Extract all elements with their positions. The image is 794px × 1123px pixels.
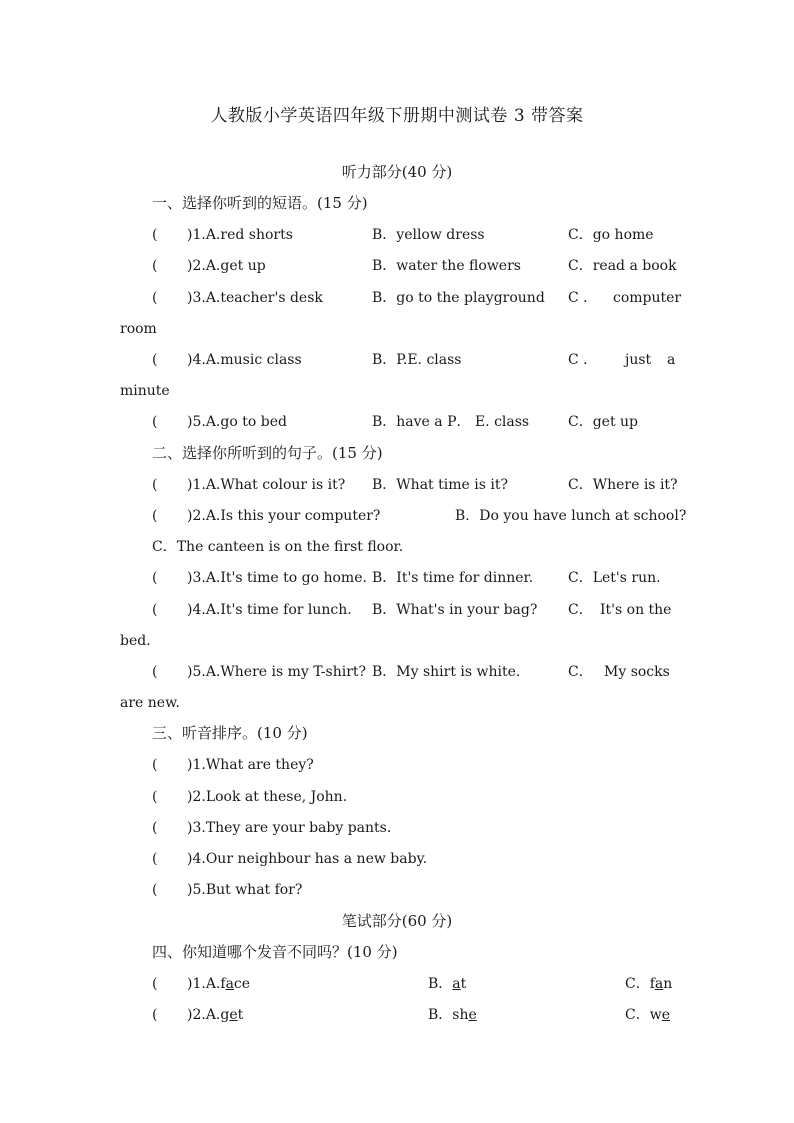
answer-bracket[interactable]: ( [152,820,158,836]
s4-question-1 [0,974,794,994]
option-c: C．fan [625,976,673,992]
option-a: )1.A.red shorts [187,227,293,243]
option-b: B．water the flowers [372,258,521,274]
s2-question-4 [0,600,794,620]
underlined-letter: e [229,1007,238,1023]
answer-bracket[interactable]: ( [152,258,158,274]
option-b: B．P.E. class [372,352,462,368]
listening-part-heading: 听力部分(40 分) [341,163,453,181]
option-c-letter: C ． [568,352,598,368]
option-a: )3.A.teacher's desk [187,290,323,306]
option-b: B．she [428,1007,477,1023]
option-c-text: just [625,352,652,368]
s2-question-4-wrap [0,631,794,651]
option-c-text: computer [613,290,682,306]
option-b: B．What's in your bag? [372,602,538,618]
answer-bracket[interactable]: ( [152,477,158,493]
option-b: B．go to the playground [372,290,545,306]
s1-question-3-wrap [0,319,794,339]
written-part-heading: 笔试部分(60 分) [341,912,453,930]
option-c: C．we [625,1007,670,1023]
answer-bracket[interactable]: ( [152,851,158,867]
option-b: B．have a P． E. class [372,414,530,430]
answer-bracket[interactable]: ( [152,664,158,680]
option-c: C．get up [568,414,639,430]
option-c-continued: bed. [120,633,151,649]
option-c-continued: are new. [120,695,180,711]
answer-bracket[interactable]: ( [152,227,158,243]
option-c-letter: C ． [568,290,598,306]
option-c: C．Where is it? [568,477,678,493]
option-b: B．My shirt is white. [372,664,521,680]
s1-question-1 [0,225,794,245]
option-c-letter: C． [568,664,593,680]
section2-heading: 二、选择你所听到的句子。(15 分) [152,444,383,462]
answer-bracket[interactable]: ( [152,508,158,524]
s1-question-5 [0,412,794,432]
s2-question-3 [0,568,794,588]
s3-item-2 [0,787,794,807]
s4-question-2 [0,1005,794,1025]
answer-bracket[interactable]: ( [152,414,158,430]
answer-bracket[interactable]: ( [152,290,158,306]
s3-item-3 [0,818,794,838]
option-a: )4.A.music class [187,352,302,368]
s2-question-2 [0,506,794,526]
option-c: C．The canteen is on the first floor. [152,539,404,555]
option-b: B．Do you have lunch at school? [455,508,687,524]
option-b: B．It's time for dinner. [372,570,534,586]
section3-heading: 三、听音排序。(10 分) [152,724,308,742]
section1-heading: 一、选择你听到的短语。(15 分) [152,194,368,212]
underlined-letter: a [452,976,461,992]
option-a: )2.A.get up [187,258,266,274]
underlined-letter: a [225,976,234,992]
section4-heading: 四、你知道哪个发音不同吗？(10 分) [152,943,398,961]
underlined-letter: a [654,976,664,992]
answer-bracket[interactable]: ( [152,976,158,992]
sentence: )2.Look at these, John. [187,789,348,805]
sentence: )5.But what for? [187,882,303,898]
answer-bracket[interactable]: ( [152,882,158,898]
sentence: )4.Our neighbour has a new baby. [187,851,428,867]
option-a: )1.A.What colour is it? [187,477,346,493]
option-a: )4.A.It's time for lunch. [187,602,352,618]
s2-question-2-wrap [0,537,794,557]
option-c: C．read a book [568,258,677,274]
option-a: )3.A.It's time to go home. [187,570,367,586]
option-b: B．at [428,976,467,992]
option-c-text: It's on the [600,602,672,618]
option-b: B．What time is it? [372,477,508,493]
s2-question-5-wrap [0,693,794,713]
option-a: )2.A.Is this your computer? [187,508,381,524]
s2-question-5 [0,662,794,682]
option-a: )5.A.Where is my T-shirt? [187,664,367,680]
s3-item-5 [0,880,794,900]
sentence: )1.What are they? [187,757,314,773]
answer-bracket[interactable]: ( [152,757,158,773]
option-b: B．yellow dress [372,227,485,243]
document-title: 人教版小学英语四年级下册期中测试卷 3 带答案 [210,106,584,126]
s3-item-1 [0,755,794,775]
s1-question-4-wrap [0,381,794,401]
s1-question-3 [0,288,794,308]
s2-question-1 [0,475,794,495]
option-a: )1.A.face [187,976,251,992]
underlined-letter: e [468,1007,477,1023]
option-c-text-end: a [667,352,676,368]
option-c-text: My socks [604,664,670,680]
answer-bracket[interactable]: ( [152,352,158,368]
answer-bracket[interactable]: ( [152,602,158,618]
option-a: )2.A.get [187,1007,244,1023]
option-c: C．go home [568,227,654,243]
sentence: )3.They are your baby pants. [187,820,392,836]
s3-item-4 [0,849,794,869]
s1-question-2 [0,256,794,276]
option-c-continued: minute [120,383,170,399]
option-c-letter: C． [568,602,593,618]
answer-bracket[interactable]: ( [152,1007,158,1023]
s1-question-4 [0,350,794,370]
option-a: )5.A.go to bed [187,414,287,430]
answer-bracket[interactable]: ( [152,570,158,586]
option-c: C．Let's run. [568,570,661,586]
underlined-letter: e [661,1007,670,1023]
option-c-continued: room [120,321,157,337]
answer-bracket[interactable]: ( [152,789,158,805]
